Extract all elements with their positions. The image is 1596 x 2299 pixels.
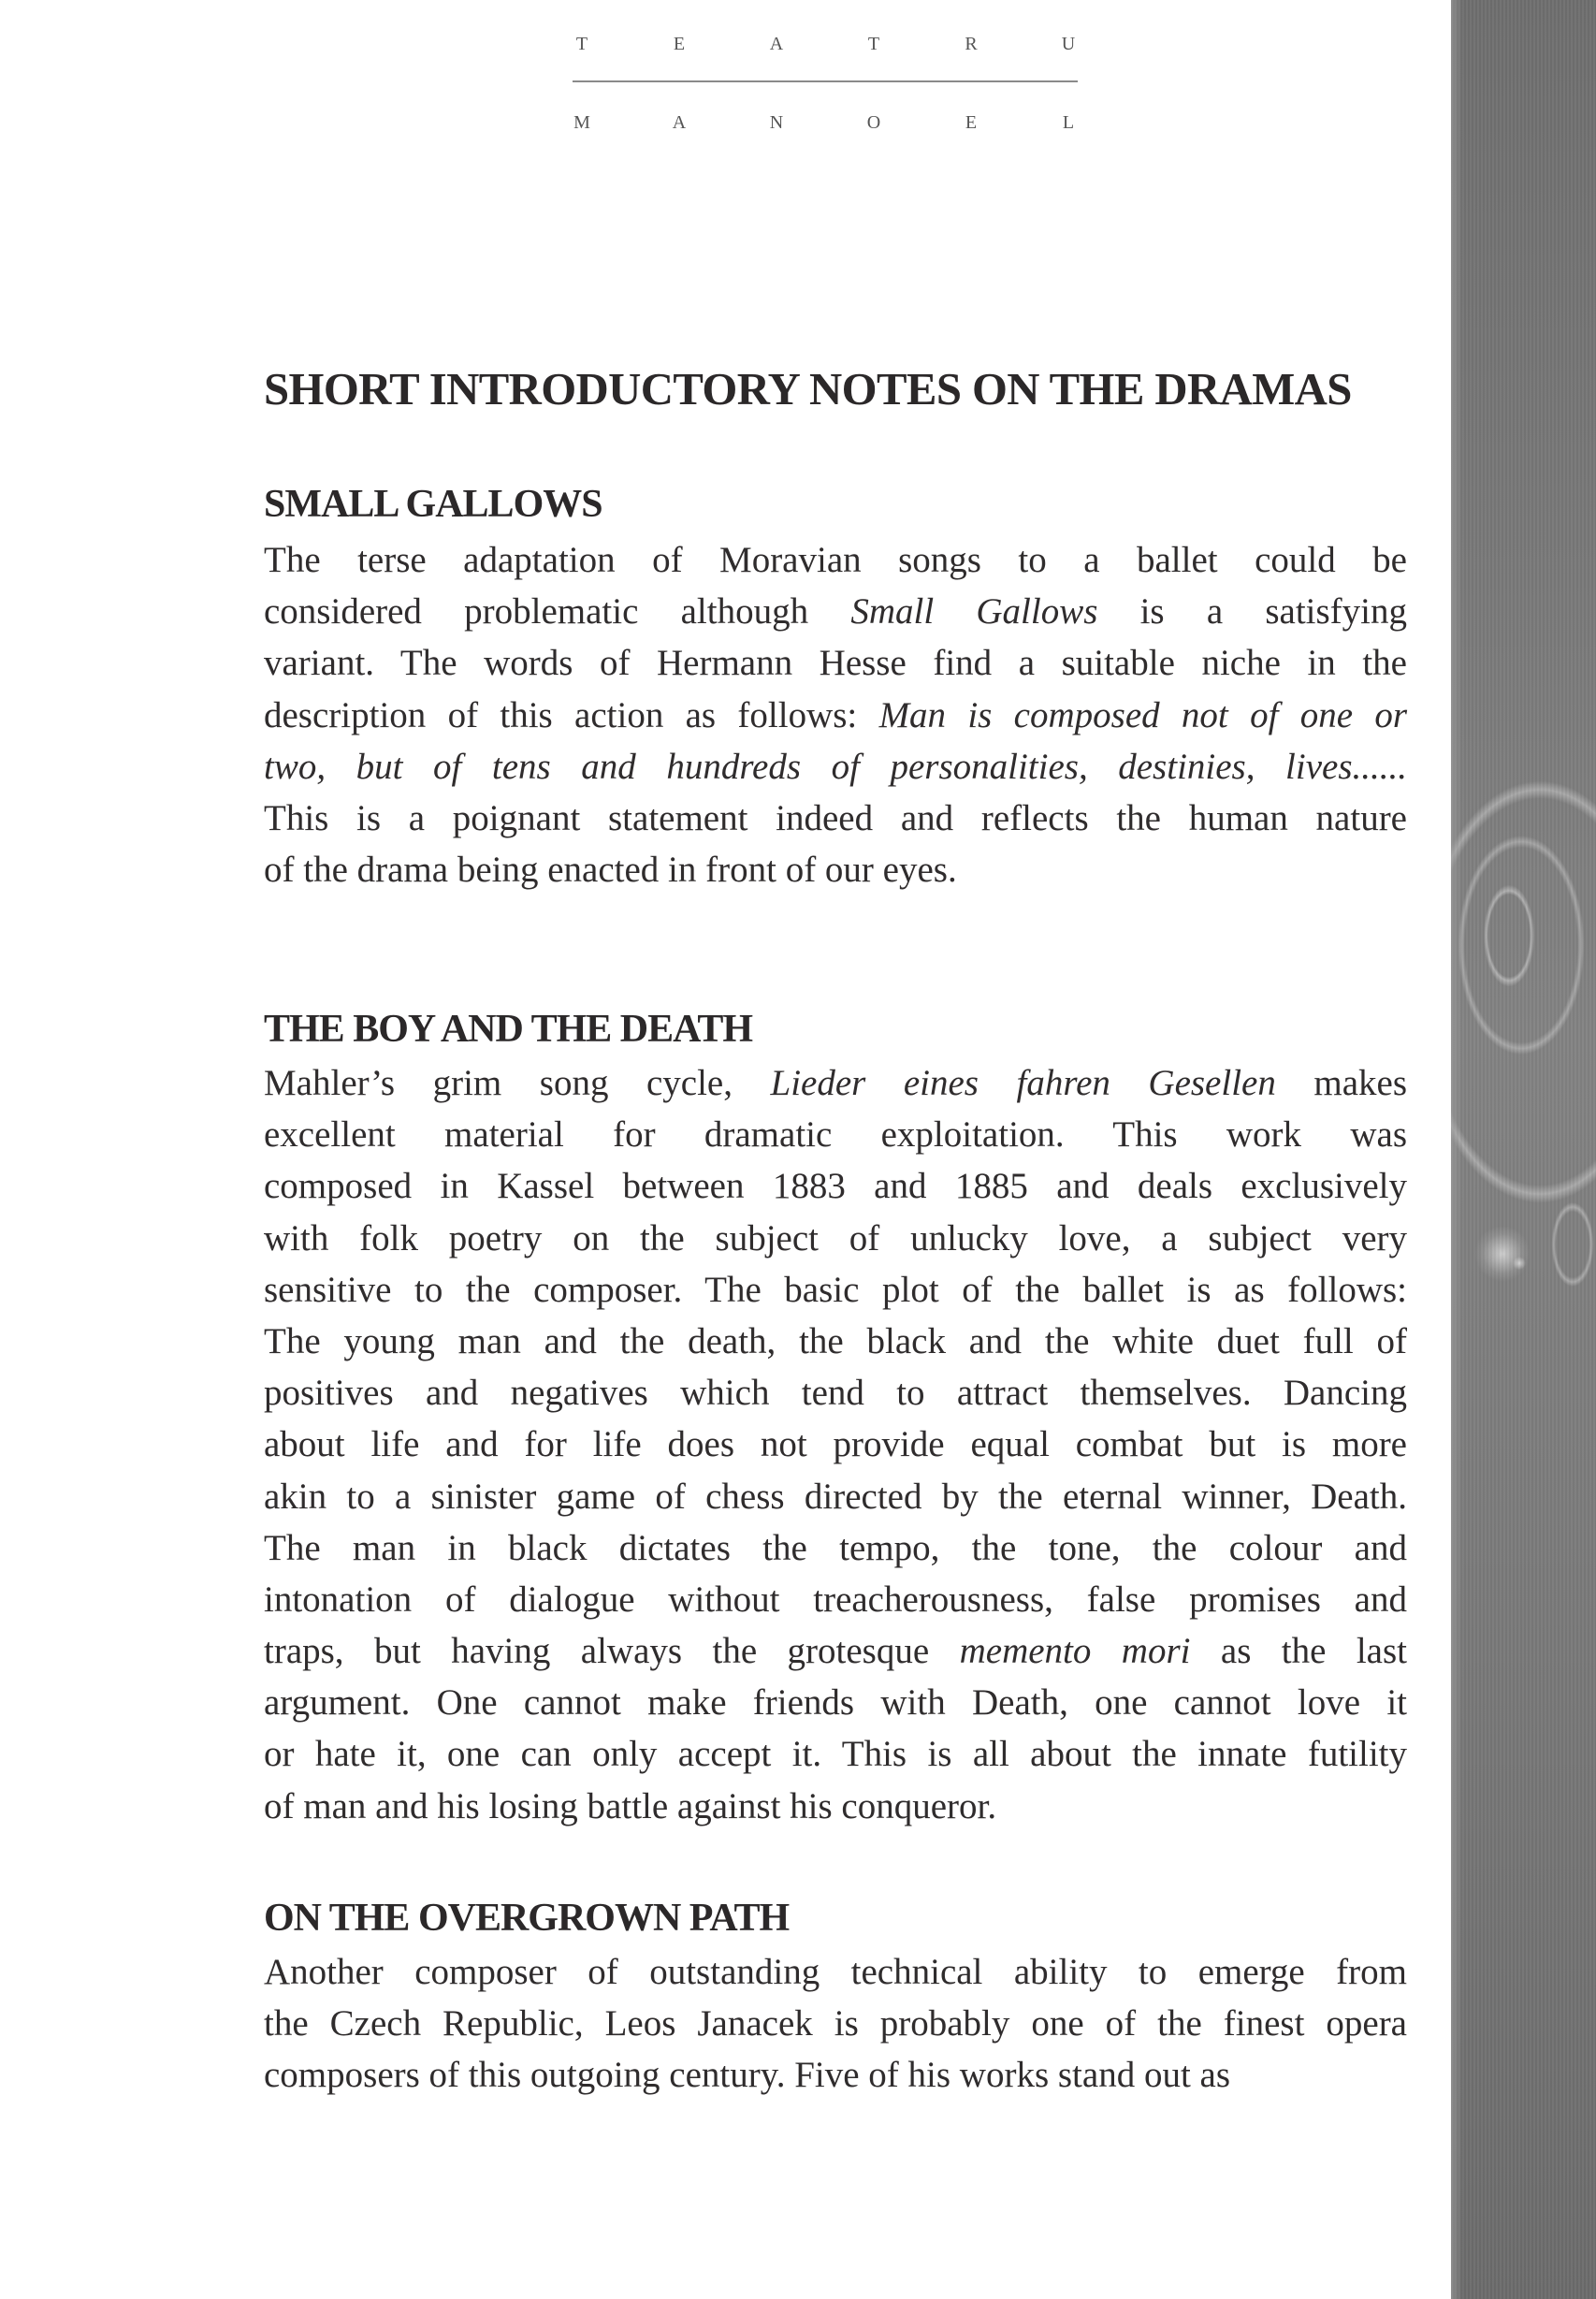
masthead-letter: T	[867, 34, 880, 54]
masthead-letter: N	[769, 112, 784, 133]
masthead-letter: U	[1061, 34, 1076, 54]
text-line	[264, 1419, 1407, 1470]
text-run: variant. The words of Hermann Hesse find a suitable niche in the	[264, 643, 1407, 684]
text-run: traps, but having always the grotesque	[264, 1631, 960, 1672]
text-line	[264, 741, 1407, 793]
text-run: description of this action as follows:	[264, 694, 879, 735]
text-line	[264, 690, 1407, 741]
text-line	[264, 1574, 1407, 1625]
masthead-letter: O	[866, 112, 881, 133]
text-line	[264, 1677, 1407, 1728]
masthead-letter: E	[965, 112, 978, 133]
section-text-small-gallows	[264, 534, 1407, 895]
masthead-teatru-manoel	[573, 28, 1078, 138]
text-run: The young man and the death, the black and the white duet full of	[264, 1320, 1407, 1361]
italic-text: memento mori	[959, 1631, 1191, 1672]
text-line	[264, 1522, 1407, 1574]
text-line	[264, 1946, 1407, 1998]
text-line	[264, 1316, 1407, 1367]
text-run: of man and his losing battle against his conqueror.	[264, 1785, 997, 1826]
text-run: intonation of dialogue without treacherousness, false promises and	[264, 1579, 1407, 1620]
masthead-letter: A	[672, 112, 687, 133]
decorative-photo-strip	[1451, 0, 1596, 2299]
section-text-boy-and-death	[264, 1057, 1407, 1832]
italic-text: Small Gallows	[850, 591, 1098, 633]
text-line	[264, 1367, 1407, 1419]
italic-text: two, but of tens and hundreds of personalities, destinies, lives......	[264, 746, 1407, 787]
text-line	[264, 793, 1407, 844]
italic-text: Man is composed not of one or	[878, 694, 1407, 735]
text-run: about life and for life does not provide equal combat but is more	[264, 1424, 1407, 1465]
text-line	[264, 534, 1407, 586]
text-run: akin to a sinister game of chess directed by the eternal winner, Death.	[264, 1476, 1407, 1517]
text-line	[264, 1471, 1407, 1522]
text-run: is a satisfying	[1097, 591, 1408, 633]
text-run: with folk poetry on the subject of unlucky love, a subject very	[264, 1217, 1407, 1259]
masthead-divider	[573, 80, 1078, 82]
masthead-letter: T	[575, 34, 588, 54]
text-run: This is a poignant statement indeed and reflects the human nature	[264, 797, 1407, 838]
page-title: SHORT INTRODUCTORY NOTES ON THE DRAMAS	[264, 363, 1352, 415]
text-line	[264, 637, 1407, 689]
text-run: makes	[1275, 1063, 1407, 1103]
text-run: composed in Kassel between 1883 and 1885 and deals exclusively	[264, 1166, 1407, 1207]
text-line	[264, 1625, 1407, 1677]
text-line	[264, 2049, 1407, 2101]
text-run: of the drama being enacted in front of our eyes.	[264, 850, 957, 891]
text-run: Another composer of outstanding technical ability to emerge from	[264, 1952, 1407, 1992]
text-run: argument. One cannot make friends with Death, one cannot love it	[264, 1682, 1407, 1724]
text-run: positives and negatives which tend to attract themselves. Dancing	[264, 1373, 1407, 1414]
text-line	[264, 1781, 1407, 1832]
masthead-letter: L	[1062, 112, 1075, 133]
text-run: sensitive to the composer. The basic plot of the ballet is as follows:	[264, 1269, 1407, 1310]
masthead-letter: A	[769, 34, 784, 54]
section-text-overgrown-path	[264, 1946, 1407, 2102]
text-run: Mahler’s grim song cycle,	[264, 1063, 771, 1103]
masthead-top-row	[573, 28, 1078, 60]
text-line	[264, 1213, 1407, 1264]
italic-text: Lieder eines fahren Gesellen	[770, 1063, 1276, 1103]
text-line	[264, 1057, 1407, 1109]
section-heading-small-gallows: SMALL GALLOWS	[264, 483, 602, 526]
masthead-letter: M	[573, 112, 590, 133]
text-line	[264, 586, 1407, 637]
section-heading-overgrown-path: ON THE OVERGROWN PATH	[264, 1897, 790, 1940]
text-run: or hate it, one can only accept it. This is all about the innate futility	[264, 1734, 1407, 1775]
masthead-letter: E	[673, 34, 686, 54]
text-run: as the last	[1190, 1631, 1407, 1672]
text-run: excellent material for dramatic exploitation. This work was	[264, 1114, 1407, 1156]
text-line	[264, 1728, 1407, 1780]
text-line	[264, 844, 1407, 895]
text-run: The man in black dictates the tempo, the tone, the colour and	[264, 1527, 1407, 1568]
text-line	[264, 1160, 1407, 1212]
text-run: considered problematic although	[264, 591, 851, 633]
text-run: composers of this outgoing century. Five of his works stand out as	[264, 2055, 1231, 2096]
text-run: the Czech Republic, Leos Janacek is probably one of the finest opera	[264, 2003, 1407, 2044]
text-run: The terse adaptation of Moravian songs to a ballet could be	[264, 540, 1407, 580]
text-line	[264, 1998, 1407, 2049]
text-line	[264, 1264, 1407, 1316]
masthead-bottom-row	[573, 107, 1078, 138]
masthead-letter: R	[965, 34, 978, 54]
section-heading-boy-and-death: THE BOY AND THE DEATH	[264, 1008, 753, 1051]
text-line	[264, 1109, 1407, 1160]
